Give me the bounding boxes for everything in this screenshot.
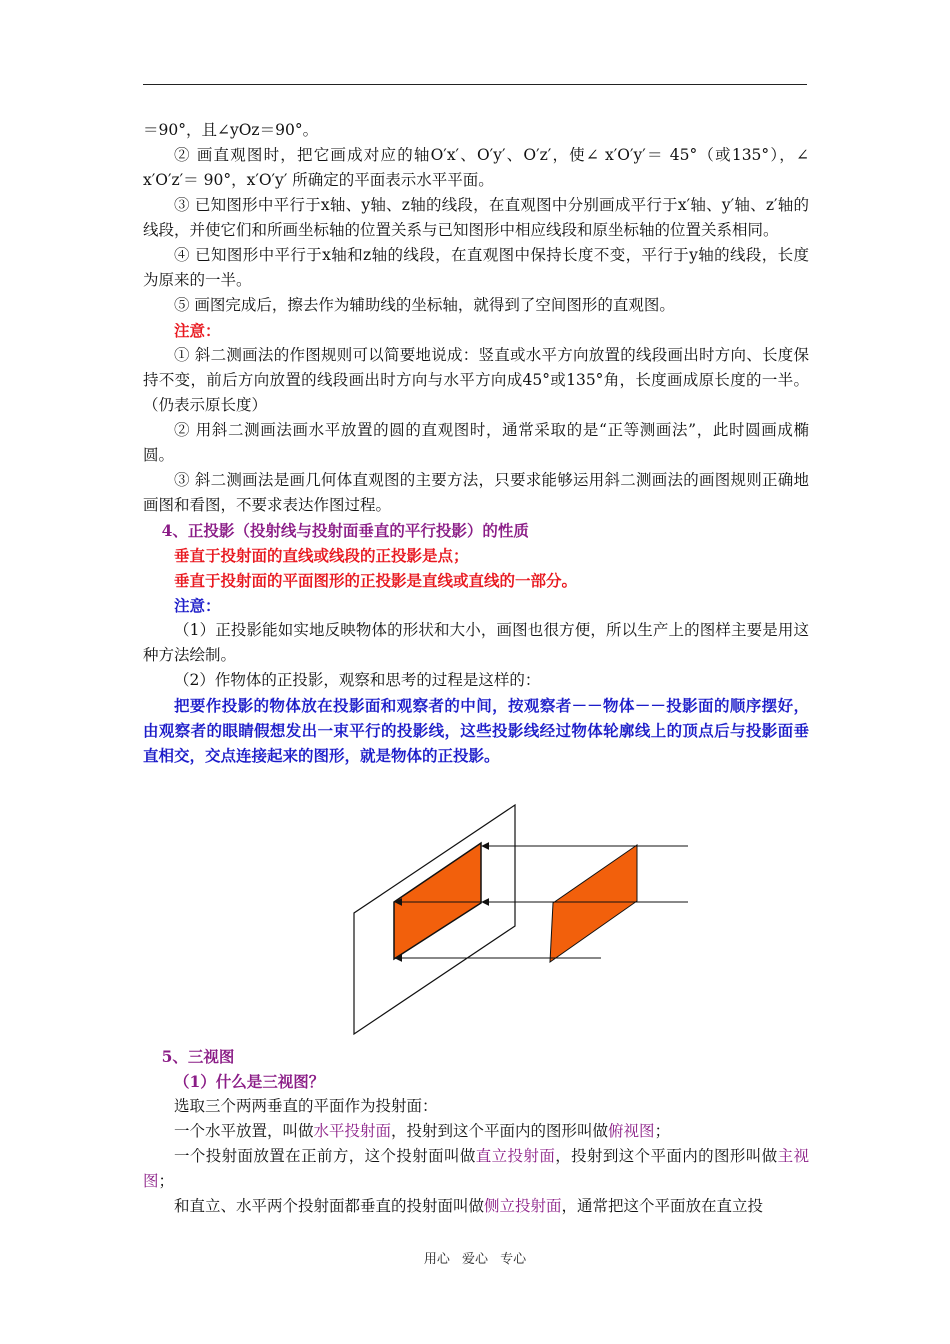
term-top-view: 俯视图	[608, 1122, 655, 1140]
header-rule	[143, 84, 807, 85]
section-5-title: 5、三视图	[161, 1047, 235, 1066]
text-span: 一个水平放置，叫做	[174, 1122, 314, 1140]
note-item: ③ 斜二测画法是画几何体直观图的主要方法，只要求能够运用斜二测画法的画图规则正确地画图和看图，不要求表达作图过程。	[143, 471, 809, 514]
note-item: ② 用斜二测画法画水平放置的圆的直观图时，通常采取的是“正等测画法”，此时圆画成椭圆。	[143, 421, 809, 464]
note-item: ① 斜二测画法的作图规则可以简要地说成：竖直或水平方向放置的线段画出时方向、长度保持不变，前后方向放置的线段画出时方向与水平方向成45°或135°角，长度画成原长度的一半。（仍表示原长度）	[143, 346, 809, 414]
projection-explanation: 把要作投影的物体放在投影面和观察者的中间，按观察者－－物体－－投影面的顺序摆好，由观察者的眼睛假想发出一束平行的投影线，这些投影线经过物体轮廓线上的顶点后与投影面垂直相交，交点连接起来的图形，就是物体的正投影。	[143, 696, 809, 765]
document-body	[143, 118, 809, 768]
property-line: 垂直于投射面的直线或线段的正投影是点；	[174, 546, 469, 565]
text-span: 和直立、水平两个投射面都垂直的投射面叫做	[174, 1197, 485, 1215]
text-span: ，投射到这个平面内的图形叫做	[555, 1147, 778, 1165]
text-line: ＝90°，且∠yOz＝90°。	[143, 121, 319, 139]
projected-shape	[394, 843, 481, 959]
text-line: 选取三个两两垂直的平面作为投射面：	[174, 1097, 438, 1115]
text-span: ；	[158, 1172, 175, 1190]
section-5	[143, 1044, 809, 1219]
note-label: 注意：	[174, 321, 221, 340]
text-span: ，通常把这个平面放在直立投	[561, 1197, 764, 1215]
term-vertical-plane: 直立投射面	[475, 1147, 556, 1165]
note-item: （1）正投影能如实地反映物体的形状和大小，画图也很方便，所以生产上的图样主要是用这种方法绘制。	[143, 621, 809, 664]
note-label: 注意：	[174, 596, 221, 615]
property-line: 垂直于投射面的平面图形的正投影是直线或直线的一部分。	[174, 571, 578, 590]
projection-figure	[343, 803, 703, 1039]
term-horizontal-plane: 水平投射面	[313, 1122, 392, 1140]
term-front-view: 主视图	[143, 1147, 809, 1190]
section-5-subtitle: （1）什么是三视图？	[174, 1072, 325, 1091]
text-line: ④ 已知图形中平行于x轴和z轴的线段，在直观图中保持长度不变，平行于y轴的线段，长度为原来的一半。	[143, 246, 809, 289]
page-footer: 用心 爱心 专心	[423, 1252, 527, 1267]
text-line	[143, 1119, 809, 1144]
text-line	[143, 1194, 809, 1219]
text-line: ② 画直观图时，把它画成对应的轴O′x′、O′y′、O′z′，使∠ x′O′y′＝ 45°（或135°），∠ x′O′z′＝ 90°，x′O′y′ 所确定的平面表示水平平面。	[143, 146, 809, 189]
note-item: （2）作物体的正投影，观察和思考的过程是这样的：	[174, 671, 541, 689]
text-line	[143, 1144, 809, 1194]
text-span: ，投射到这个平面内的图形叫做	[391, 1122, 609, 1140]
text-line: ③ 已知图形中平行于x轴、y轴、z轴的线段，在直观图中分别画成平行于x′轴、y′轴、z′轴的线段，并使它们和所画坐标轴的位置关系与已知图形中相应线段和原坐标轴的位置关系相同。	[143, 196, 809, 239]
section-4-title: 4、正投影（投射线与投射面垂直的平行投影）的性质	[161, 521, 529, 540]
text-line: ⑤ 画图完成后，擦去作为辅助线的坐标轴，就得到了空间图形的直观图。	[174, 296, 675, 314]
object-shape	[550, 845, 637, 962]
text-span: ；	[654, 1122, 671, 1140]
term-side-plane: 侧立投射面	[484, 1197, 562, 1215]
text-span: 一个投射面放置在正前方，这个投射面叫做	[174, 1147, 476, 1165]
